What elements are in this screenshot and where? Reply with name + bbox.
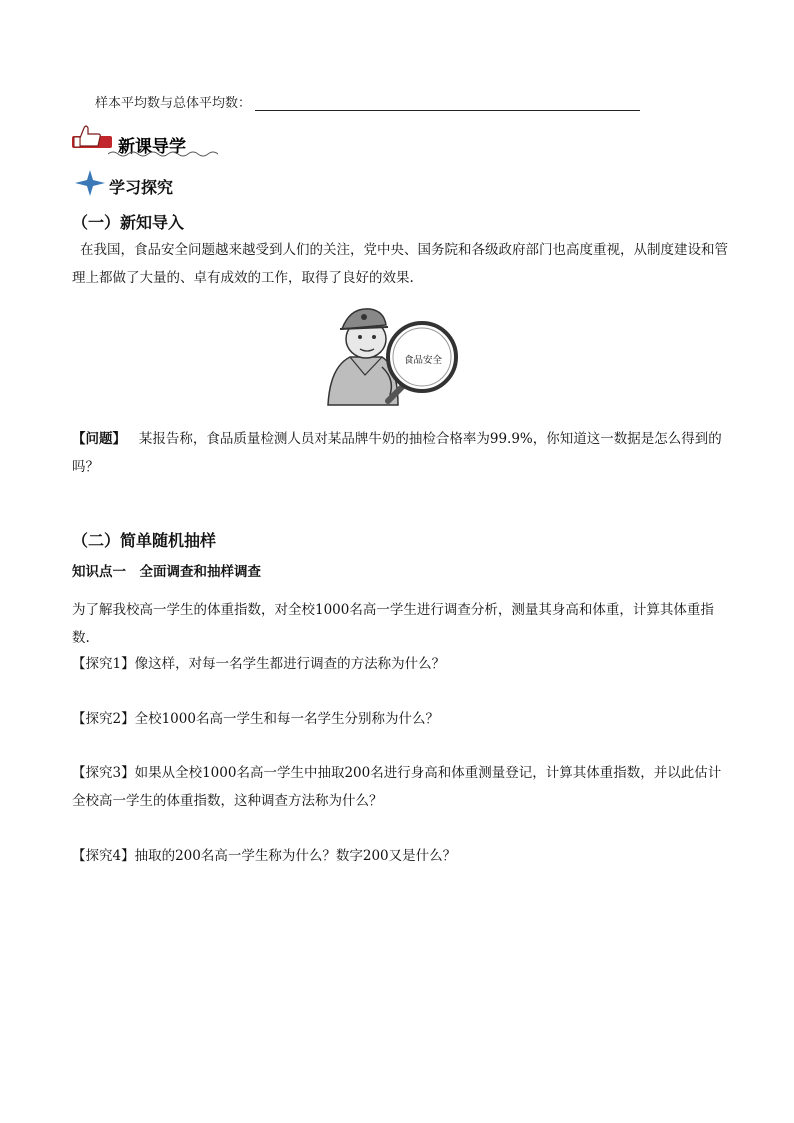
explore-tag: 【探究4】 [72,848,135,864]
section-title: 新课导学 [118,137,186,157]
question-block [72,425,728,481]
explore-text: 如果从全校1000名高一学生中抽取200名进行身高和体重测量登记，计算其体重指数，并以此估计全校高一学生的体重指数，这种调查方法称为什么？ [72,765,722,809]
wavy-underline [108,150,218,158]
question-tag: 【问题】 [72,431,126,447]
fill-in-line [95,92,655,112]
subsection-title: 学习探究 [109,178,174,197]
explore-item-2 [72,707,439,727]
fill-in-label: 样本平均数与总体平均数： [95,96,252,111]
explore-text: 像这样，对每一名学生都进行调查的方法称为什么？ [134,656,446,672]
part2-heading: （二）简单随机抽样 [72,531,217,550]
answer-blank[interactable] [255,96,640,111]
explore-tag: 【探究1】 [72,656,135,672]
survey-intro: 为了解我校高一学生的体重指数，对全校1000名高一学生进行调查分析，测量其身高和体重，计算其体重指数. [72,602,714,646]
explore-item-1 [72,652,445,672]
intro-paragraph: 在我国，食品安全问题越来越受到人们的关注，党中央、国务院和各级政府部门也高度重视，从制度建设和管理上都做了大量的、卓有成效的工作，取得了良好的效果. [72,242,728,286]
star-icon [75,170,105,196]
part1-heading: （一）新知导入 [72,213,185,232]
section-banner [70,124,230,158]
question-text: 某报告称，食品质量检测人员对某品牌牛奶的抽检合格率为99.9%，你知道这一数据是怎么得到的吗？ [72,431,722,475]
explore-item-4 [72,844,456,864]
explore-text: 全校1000名高一学生和每一名学生分别称为什么？ [134,711,439,727]
explore-item-3 [72,759,728,815]
knowledge-point: 知识点一 全面调查和抽样调查 [72,564,261,580]
explore-text: 抽取的200名高一学生称为什么？数字200又是什么？ [134,848,457,864]
food-safety-illustration [320,305,470,410]
explore-tag: 【探究3】 [72,765,135,781]
inspector-illustration [320,305,470,410]
explore-tag: 【探究2】 [72,711,135,727]
magnifier-label: 食品安全 [403,355,442,366]
